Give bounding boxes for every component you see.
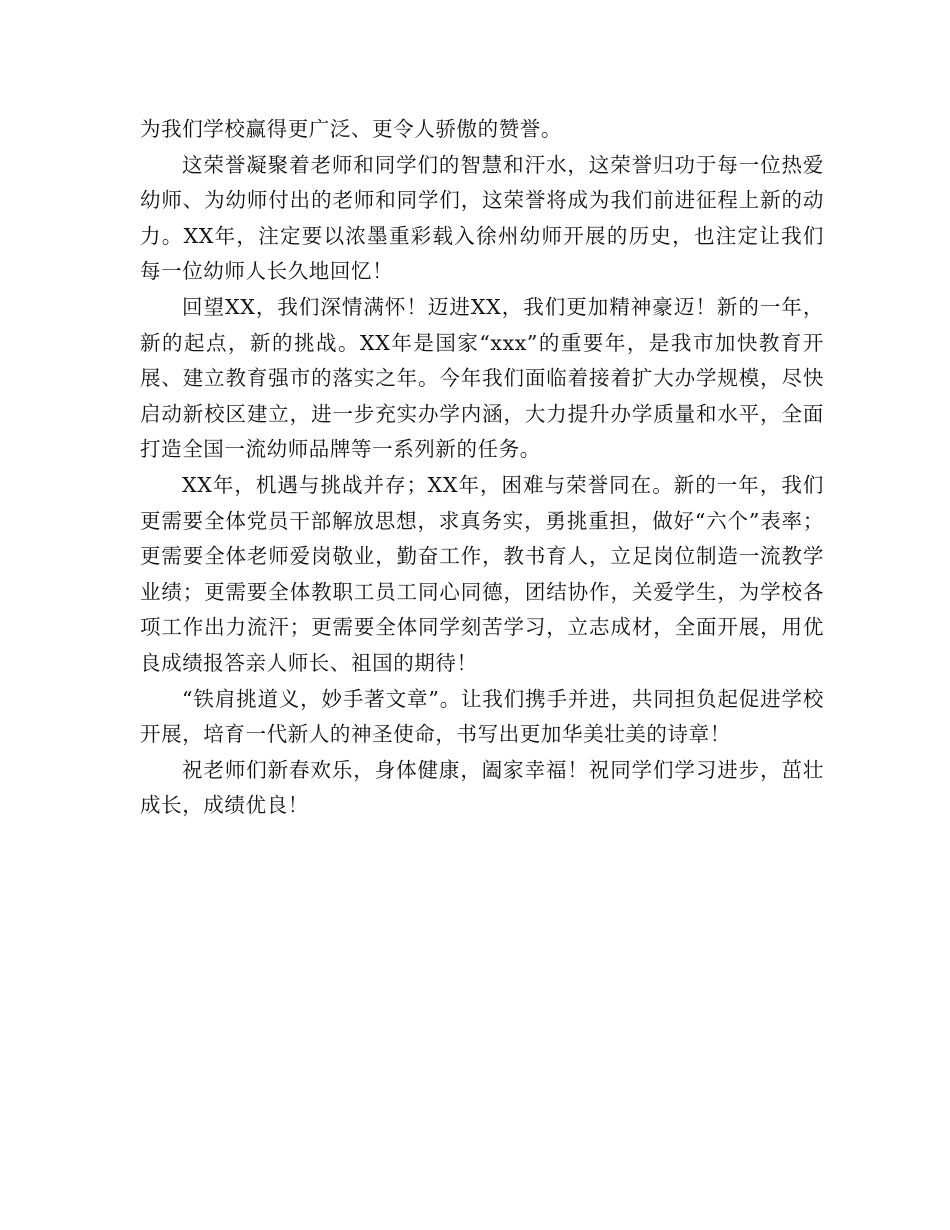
paragraph-continuation: 为我们学校赢得更广泛、更令人骄傲的赞誉。: [140, 117, 562, 141]
paragraph-review: 回望XX，我们深情满怀！迈进XX，我们更加精神豪迈！新的一年，新的起点，新的挑战。XX年是国家“xxx”的重要年，是我市加快教育开展、建立教育强市的落实之年。今年我们面临着接着扩大办学规模，尽快启动新校区建立，进一步充实办学内涵，大力提升办学质量和水平，全面打造全国一流幼师品牌等一系列新的任务。: [140, 294, 824, 462]
paragraph-blessing: 祝老师们新春欢乐，身体健康，阖家幸福！祝同学们学习进步，茁壮成长，成绩优良！: [140, 757, 824, 818]
paragraph-opportunity: XX年，机遇与挑战并存；XX年，困难与荣誉同在。新的一年，我们更需要全体党员干部解放思想，求真务实，勇挑重担，做好“六个”表率；更需要全体老师爱岗敬业，勤奋工作，教书育人，立足岗位制造一流教学业绩；更需要全体教职工员工同心同德，团结协作，关爱学生，为学校各项工作出力流汗；更需要全体同学刻苦学习，立志成材，全面开展，用优良成绩报答亲人师长、祖国的期待！: [140, 472, 824, 675]
paragraph-mission: “铁肩挑道义，妙手著文章”。让我们携手并进，共同担负起促进学校开展，培育一代新人的神圣使命，书写出更加华美壮美的诗章！: [140, 686, 824, 747]
paragraph-honor: 这荣誉凝聚着老师和同学们的智慧和汗水，这荣誉归功于每一位热爱幼师、为幼师付出的老师和同学们，这荣誉将成为我们前进征程上新的动力。XX年，注定要以浓墨重彩载入徐州幼师开展的历史，也注定让我们每一位幼师人长久地回忆！: [140, 152, 824, 284]
document-body: [140, 112, 824, 824]
